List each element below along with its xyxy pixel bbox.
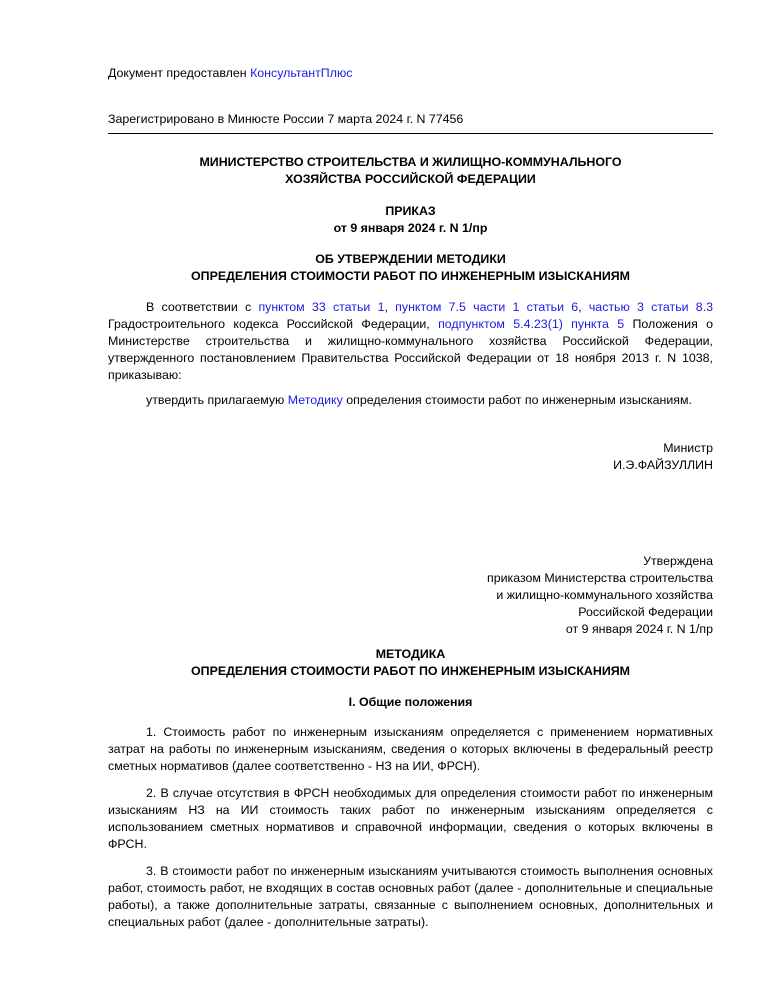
methodology-paragraph-3: 3. В стоимости работ по инженерным изысканиям учитываются стоимость выполнения основных работ, стоимость работ, не входящих в состав основных работ (далее - дополнительные и специальные работы), а также дополнительные затраты, связанные с выполнением основных, дополнительных и специальных работ (далее - дополнительные затраты). <box>108 864 713 929</box>
order-subject <box>108 251 713 285</box>
provided-by-text: Документ предоставлен <box>108 66 251 80</box>
registration-line: Зарегистрировано в Минюсте России 7 марта 2024 г. N 77456 <box>108 112 464 126</box>
preamble-text-1: В соответствии с <box>146 300 259 314</box>
consultantplus-link[interactable]: КонсультантПлюс <box>250 66 353 80</box>
approve-text-2: определения стоимости работ по инженерным изысканиям. <box>342 393 692 407</box>
methodology-title: МЕТОДИКА <box>375 647 446 661</box>
signature-block <box>108 440 713 474</box>
section-heading-general: I. Общие положения <box>348 695 473 709</box>
preamble-paragraph <box>108 299 713 384</box>
signature-name: И.Э.ФАЙЗУЛЛИН <box>613 458 713 472</box>
link-subpoint-5-4-23-1[interactable]: подпунктом 5.4.23(1) пункта 5 <box>438 317 625 331</box>
preamble-text-2: , <box>384 300 396 314</box>
approval-stamp <box>108 553 713 638</box>
link-point-7-5-article-6[interactable]: пунктом 7.5 части 1 статьи 6 <box>395 300 579 314</box>
methodology-paragraph-1: 1. Стоимость работ по инженерным изысканиям определяется с применением нормативных затрат на работы по инженерным изысканиям, сведения о которых включены в федеральный реестр сметных нормативов (далее соответственно - НЗ на ИИ, ФРСН). <box>108 725 713 773</box>
link-part-3-article-8-3[interactable]: частью 3 статьи 8.3 <box>588 300 714 314</box>
approval-line-4: Российской Федерации <box>578 605 713 619</box>
order-date: от 9 января 2024 г. N 1/пр <box>333 221 488 235</box>
order-title: ПРИКАЗ <box>385 204 436 218</box>
order-subject-line-1: ОБ УТВЕРЖДЕНИИ МЕТОДИКИ <box>315 252 506 266</box>
ministry-line-1: МИНИСТЕРСТВО СТРОИТЕЛЬСТВА И ЖИЛИЩНО-КОММУНАЛЬНОГО <box>199 155 622 169</box>
methodology-link[interactable]: Методику <box>287 393 343 407</box>
methodology-heading <box>108 646 713 680</box>
link-point-33-article-1[interactable]: пунктом 33 статьи 1 <box>258 300 385 314</box>
preamble-text-5: Положения о Министерстве строительства и жилищно-коммунального хозяйства Российской Федерации, утвержденного постановлением Правительства Российской Федерации от 18 ноября 2013 г. N 1038, приказываю: <box>108 317 714 382</box>
methodology-paragraph-2: 2. В случае отсутствия в ФРСН необходимых для определения стоимости работ по инженерным изысканиям НЗ на ИИ стоимость таких работ по инженерным изысканиям определяется с использованием сметных нормативов и справочной информации, сведения о которых включены в ФРСН. <box>108 786 713 851</box>
signature-position: Министр <box>663 441 713 455</box>
approval-line-1: Утверждена <box>643 554 713 568</box>
order-subject-line-2: ОПРЕДЕЛЕНИЯ СТОИМОСТИ РАБОТ ПО ИНЖЕНЕРНЫМ ИЗЫСКАНИЯМ <box>191 269 630 283</box>
approve-text-1: утвердить прилагаемую <box>146 393 288 407</box>
order-heading <box>108 203 713 237</box>
approval-line-2: приказом Министерства строительства <box>486 571 713 585</box>
ministry-heading <box>108 154 713 188</box>
approve-paragraph <box>108 392 713 409</box>
preamble-text-3: , <box>578 300 589 314</box>
approval-line-3: и жилищно-коммунального хозяйства <box>496 588 713 602</box>
methodology-subtitle: ОПРЕДЕЛЕНИЯ СТОИМОСТИ РАБОТ ПО ИНЖЕНЕРНЫМ ИЗЫСКАНИЯМ <box>191 664 630 678</box>
header-divider <box>108 133 713 134</box>
provided-by-line <box>108 65 352 82</box>
ministry-line-2: ХОЗЯЙСТВА РОССИЙСКОЙ ФЕДЕРАЦИИ <box>285 172 536 186</box>
preamble-text-4: Градостроительного кодекса Российской Федерации, <box>108 317 439 331</box>
approval-line-5: от 9 января 2024 г. N 1/пр <box>565 622 713 636</box>
